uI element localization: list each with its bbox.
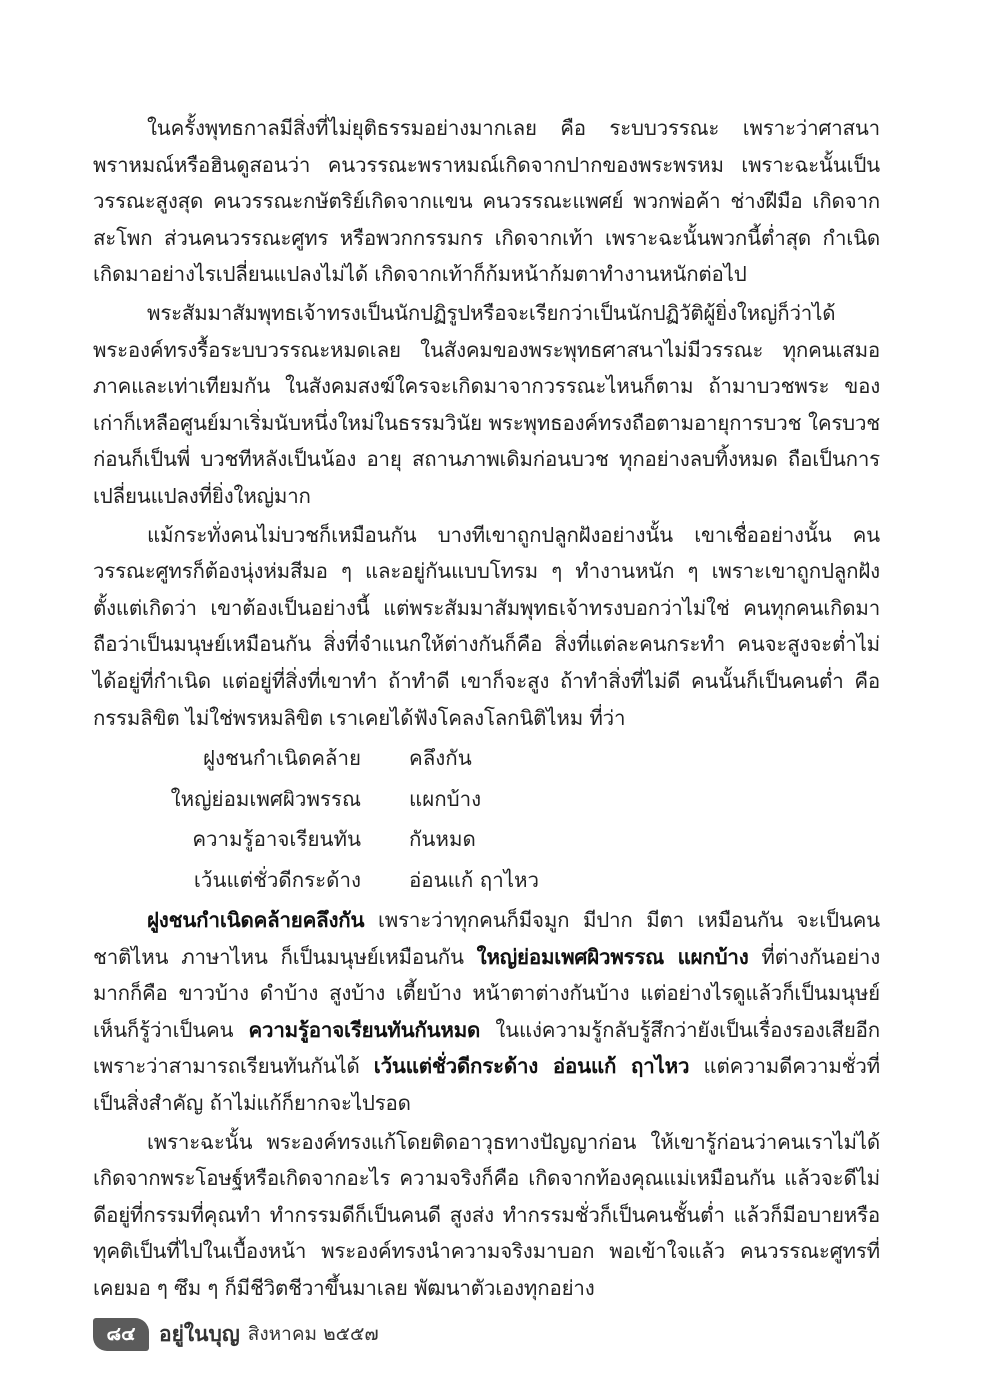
paragraph-buddha-reform: พระสัมมาสัมพุทธเจ้าทรงเป็นนักปฏิรูปหรือจะเรียกว่าเป็นนักปฏิวัติผู้ยิ่งใหญ่ก็ว่าได้ พระองค์ทรงรื้อระบบวรรณะหมดเลย ในสังคมของพระพุทธศาสนาไม่มีวรรณะ ทุกคนเสมอภาคและเท่าเทียมกัน ในสังคมสงฆ์ใครจะเกิดมาจากวรรณะไหนก็ตาม ถ้ามาบวชพระ ของเก่าก็เหลือศูนย์มาเริ่มนับหนึ่งใหม่ในธรรมวินัย พระพุทธองค์ทรงถือตามอายุการบวช ใครบวชก่อนก็เป็นพี่ บวชทีหลังเป็นน้อง อายุ สถานภาพเดิมก่อนบวช ทุกอย่างลบทิ้งหมด ถือเป็นการเปลี่ยนแปลงที่ยิ่งใหญ่มาก (93, 300, 880, 508)
poem-line-first-half: ความรู้อาจเรียนทัน (192, 827, 361, 852)
explanation-text: เพราะว่าทุกคนก็มีจมูก มีปาก มีตา เหมือนกัน จะเป็นคนชาติไหน ภาษาไหน ก็เป็นมนุษย์เหมือนกัน (93, 908, 880, 969)
paragraph-wisdom-weapon: เพราะฉะนั้น พระองค์ทรงแก้โดยติดอาวุธทางปัญญาก่อน ให้เขารู้ก่อนว่าคนเราไม่ได้เกิดจากพระโอษฐ์หรือเกิดจากอะไร ความจริงก็คือ เกิดจากท้องคุณแม่เหมือนกัน แล้วจะดีไม่ดีอยู่ที่กรรมที่คุณทำ ทำกรรมดีก็เป็นคนดี สูงส่ง ทำกรรมชั่วก็เป็นคนชั้นต่ำ แล้วก็มีอบายหรือทุคติเป็นที่ไปในเบื้องหน้า พระองค์ทรงนำความจริงมาบอก พอเข้าใจแล้ว คนวรรณะศูทรที่เคยมอ ๆ ซึม ๆ ก็มีชีวิตชีวาขึ้นมาเลย พัฒนาตัวเองทุกอย่าง (93, 1129, 880, 1301)
poem-quote-bold: ฝูงชนกำเนิดคล้ายคลึงกัน (147, 908, 365, 933)
poem-line (93, 819, 880, 860)
explanation-text: แต่ความดีความชั่วที่เป็นสิ่งสำคัญ ถ้าไม่แก้ก็ยากจะไปรอด (93, 1054, 880, 1116)
poem-line-first-half: ฝูงชนกำเนิดคล้าย (202, 746, 361, 771)
poem-quote-bold: ใหญ่ย่อมเพศผิวพรรณ แผกบ้าง (476, 944, 749, 969)
poem-line (93, 860, 880, 901)
issue-date: สิงหาคม ๒๕๕๗ (247, 1323, 379, 1345)
lokaniti-poem (93, 738, 880, 900)
paragraph-caste-system: ในครั้งพุทธกาลมีสิ่งที่ไม่ยุติธรรมอย่างมากเลย คือ ระบบวรรณะ เพราะว่าศาสนาพราหมณ์หรือฮินดูสอนว่า คนวรรณะพราหมณ์เกิดจากปากของพระพรหม เพราะฉะนั้นเป็นวรรณะสูงสุด คนวรรณะกษัตริย์เกิดจากแขน คนวรรณะแพศย์ พวกพ่อค้า ช่างฝีมือ เกิดจากสะโพก ส่วนคนวรรณะศูทร หรือพวกกรรมกร เกิดจากเท้า เพราะฉะนั้นพวกนี้ต่ำสุด กำเนิดเกิดมาอย่างไรเปลี่ยนแปลงไม่ได้ เกิดจากเท้าก็ก้มหน้าก้มตาทำงานหนักต่อไป (93, 116, 880, 287)
poem-line (93, 779, 880, 820)
paragraph-poem-explanation (93, 902, 880, 1122)
poem-line-second-half: คลึงกัน (409, 746, 472, 771)
article-body (93, 110, 880, 1307)
explanation-text: ในแง่ความรู้กลับรู้สึกว่ายังเป็นเรื่องรองเสียอีก เพราะว่าสามารถเรียนทันกันได้ (93, 1017, 880, 1079)
page-number-badge: ๘๔ (93, 1318, 149, 1351)
poem-line (93, 738, 880, 779)
poem-line-second-half: แผกบ้าง (409, 786, 482, 811)
explanation-text: ที่ต่างกันอย่างมากก็คือ ขาวบ้าง ดำบ้าง สูงบ้าง เตี้ยบ้าง หน้าตาต่างกันบ้าง แต่อย่างไรดูแล้วก็เป็นมนุษย์ เห็นก็รู้ว่าเป็นคน (93, 944, 881, 1042)
poem-quote-bold: เว้นแต่ชั่วดีกระด้าง อ่อนแก้ ฤาไหว (373, 1054, 690, 1079)
poem-quote-bold: ความรู้อาจเรียนทันกันหมด (248, 1017, 481, 1042)
page-footer (93, 1316, 379, 1352)
poem-line-second-half: กันหมด (409, 827, 476, 852)
poem-line-first-half: เว้นแต่ชั่วดีกระด้าง (193, 867, 361, 892)
paragraph-karma-not-birth: แม้กระทั่งคนไม่บวชก็เหมือนกัน บางทีเขาถูกปลูกฝังอย่างนั้น เขาเชื่ออย่างนั้น คนวรรณะศูทรก็ต้องนุ่งห่มสีมอ ๆ และอยู่กันแบบโทรม ๆ ทำงานหนัก ๆ เพราะเขาถูกปลูกฝังตั้งแต่เกิดว่า เขาต้องเป็นอย่างนี้ แต่พระสัมมาสัมพุทธเจ้าทรงบอกว่าไม่ใช่ คนทุกคนเกิดมาถือว่าเป็นมนุษย์เหมือนกัน สิ่งที่จำแนกให้ต่างกันก็คือ สิ่งที่แต่ละคนกระทำ คนจะสูงจะต่ำไม่ได้อยู่ที่กำเนิด แต่อยู่ที่สิ่งที่เขาทำ ถ้าทำดี เขาก็จะสูง ถ้าทำสิ่งที่ไม่ดี คนนั้นก็เป็นคนต่ำ คือกรรมลิขิต ไม่ใช่พรหมลิขิต เราเคยได้ฟังโคลงโลกนิติไหม ที่ว่า (93, 522, 880, 730)
poem-line-first-half: ใหญ่ย่อมเพศผิวพรรณ (170, 786, 361, 811)
poem-line-second-half: อ่อนแก้ ฤาไหว (409, 867, 540, 892)
magazine-title: อยู่ในบุญ (159, 1321, 240, 1346)
